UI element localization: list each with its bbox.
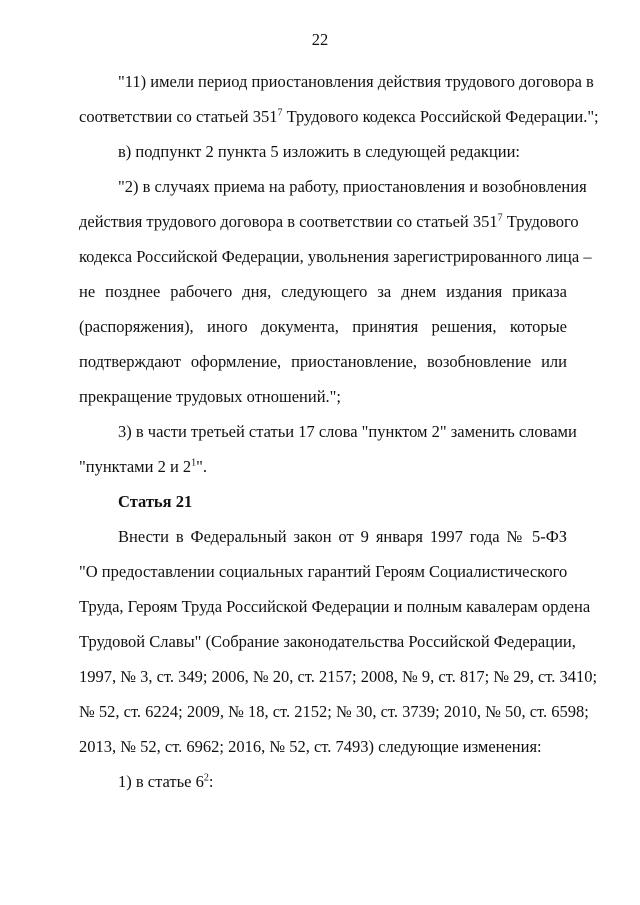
paragraph-line: "пунктами 2 и $2^1$". bbox=[79, 457, 208, 476]
superscript: 7 bbox=[277, 107, 283, 119]
page-number: 22 bbox=[311, 30, 329, 49]
paragraph-line: (распоряжения), иного документа, принятия решения, которые bbox=[79, 317, 567, 336]
paragraph-line: "2) в случаях приема на работу, приостановления и возобновления bbox=[118, 177, 587, 196]
paragraph-line: № 52, ст. 6224; 2009, № 18, ст. 2152; № 30, ст. 3739; 2010, № 50, ст. 6598; bbox=[79, 702, 589, 721]
paragraph-line: 1) в статье $6^2$: bbox=[118, 772, 214, 791]
paragraph-line: 1997, № 3, ст. 349; 2006, № 20, ст. 2157; 2008, № 9, ст. 817; № 29, ст. 3410; bbox=[79, 667, 598, 686]
paragraph-line: не позднее рабочего дня, следующего за днем издания приказа bbox=[79, 282, 567, 301]
superscript: 2 bbox=[203, 772, 209, 784]
article-heading: Статья 21 bbox=[118, 492, 193, 511]
paragraph-line: подтверждают оформление, приостановление, возобновление или bbox=[79, 352, 567, 371]
paragraph-line: в) подпункт 2 пункта 5 изложить в следующей редакции: bbox=[118, 142, 520, 161]
paragraph-line: Трудовой Славы" (Собрание законодательства Российской Федерации, bbox=[79, 632, 576, 651]
paragraph-line: "11) имели период приостановления действия трудового договора в bbox=[118, 72, 594, 91]
superscript: 7 bbox=[497, 212, 503, 224]
paragraph-line: прекращение трудовых отношений."; bbox=[79, 387, 341, 406]
paragraph-line: кодекса Российской Федерации, увольнения зарегистрированного лица – bbox=[79, 247, 592, 266]
superscript: 1 bbox=[191, 457, 197, 469]
paragraph-line: Труда, Героям Труда Российской Федерации и полным кавалерам ордена bbox=[79, 597, 591, 616]
paragraph-line: "О предоставлении социальных гарантий Героям Социалистического bbox=[79, 562, 568, 581]
paragraph-line: соответствии со статьей $351^7$ Трудового кодекса Российской Федерации."; bbox=[79, 107, 599, 126]
paragraph-line: действия трудового договора в соответствии со статьей $351^7$ Трудового bbox=[79, 212, 579, 231]
paragraph-line: 3) в части третьей статьи 17 слова "пунктом 2" заменить словами bbox=[118, 422, 577, 441]
paragraph-line: 2013, № 52, ст. 6962; 2016, № 52, ст. 7493) следующие изменения: bbox=[79, 737, 542, 756]
paragraph-line: Внести в Федеральный закон от 9 января 1997 года № 5-ФЗ bbox=[118, 527, 567, 546]
